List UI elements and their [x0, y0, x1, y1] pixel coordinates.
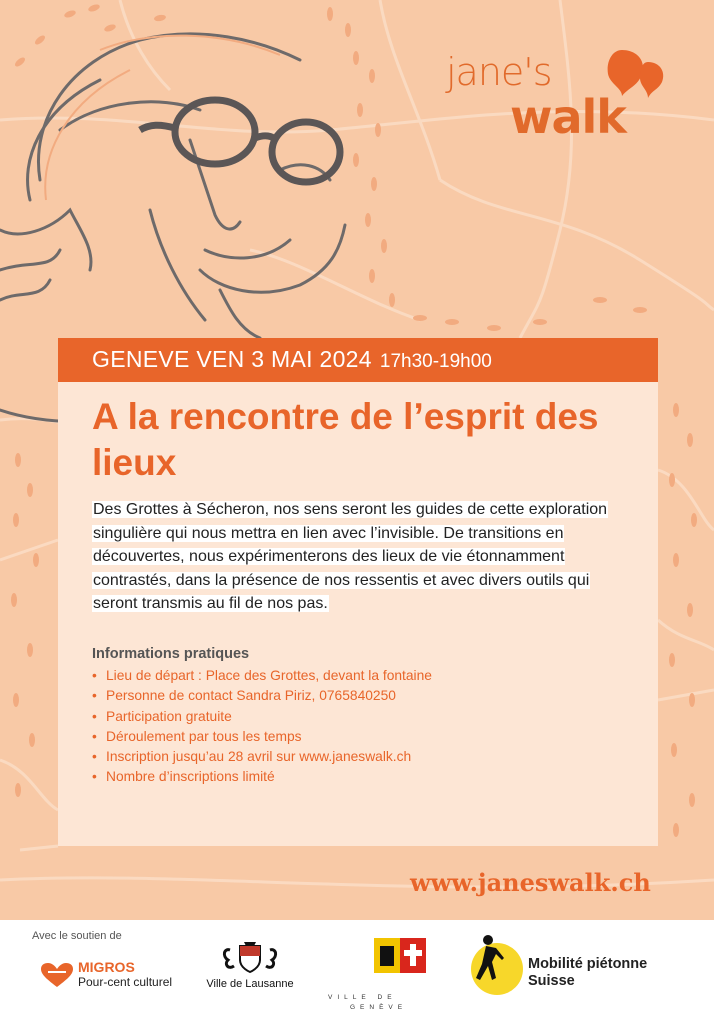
- janes-walk-logo: [440, 44, 680, 154]
- geneve-crest-icon: [328, 936, 428, 992]
- speech-bubbles-icon: [600, 44, 670, 114]
- mobilite-line2: Suisse: [528, 973, 575, 989]
- website-url: www.janeswalk.ch: [410, 868, 651, 897]
- info-heading: Informations pratiques: [92, 646, 250, 662]
- support-label: Avec le soutien de: [32, 930, 122, 942]
- migros-logo: [40, 960, 172, 989]
- heart-icon: [40, 962, 74, 988]
- geneve-line2: GENÈVE: [350, 1004, 408, 1011]
- event-title: A la rencontre de l’esprit des lieux: [92, 396, 599, 483]
- event-date: GENEVE VEN 3 MAI 2024: [92, 346, 372, 372]
- logo-text-walk: walk: [510, 90, 626, 144]
- glasses-icon: [140, 100, 340, 182]
- geneve-line1: VILLE DE: [328, 994, 397, 1001]
- info-item: • Participation gratuite: [92, 707, 432, 727]
- pedestrian-icon: [466, 934, 528, 996]
- content-panel: [58, 382, 658, 846]
- event-description: [92, 498, 622, 616]
- info-list: [92, 666, 432, 788]
- lausanne-name: Ville de Lausanne: [206, 978, 294, 990]
- info-item: • Nombre d’inscriptions limité: [92, 767, 432, 787]
- date-banner: [58, 338, 658, 382]
- info-item: • Personne de contact Sandra Piriz, 0765840250: [92, 686, 432, 706]
- mobilite-pietonne-logo: [466, 934, 706, 1004]
- info-item: • Inscription jusqu’au 28 avril sur www.janeswalk.ch: [92, 747, 432, 767]
- event-time: 17h30-19h00: [379, 351, 492, 372]
- info-item: • Lieu de départ : Place des Grottes, devant la fontaine: [92, 666, 432, 686]
- lausanne-logo: [198, 940, 302, 990]
- migros-name: MIGROS: [78, 959, 135, 975]
- sponsor-footer: [0, 920, 714, 1014]
- event-description-text: Des Grottes à Sécheron, nos sens seront les guides de cette exploration singulière qui nous mettra en lien avec l’invisible. De transitions en découvertes, nous expérimenterons des lieux de vie étonnamment contrastés, dans la présence de nos ressentis et avec divers outils qui seront transmis au fil de nos pas.: [93, 501, 608, 612]
- logo-text-janes: jane's: [446, 50, 552, 94]
- lausanne-crest-icon: [220, 940, 280, 974]
- info-item: • Déroulement par tous les temps: [92, 727, 432, 747]
- mobilite-line1: Mobilité piétonne: [528, 956, 648, 972]
- migros-subtitle: Pour-cent culturel: [78, 975, 173, 989]
- geneve-logo: [328, 936, 428, 1011]
